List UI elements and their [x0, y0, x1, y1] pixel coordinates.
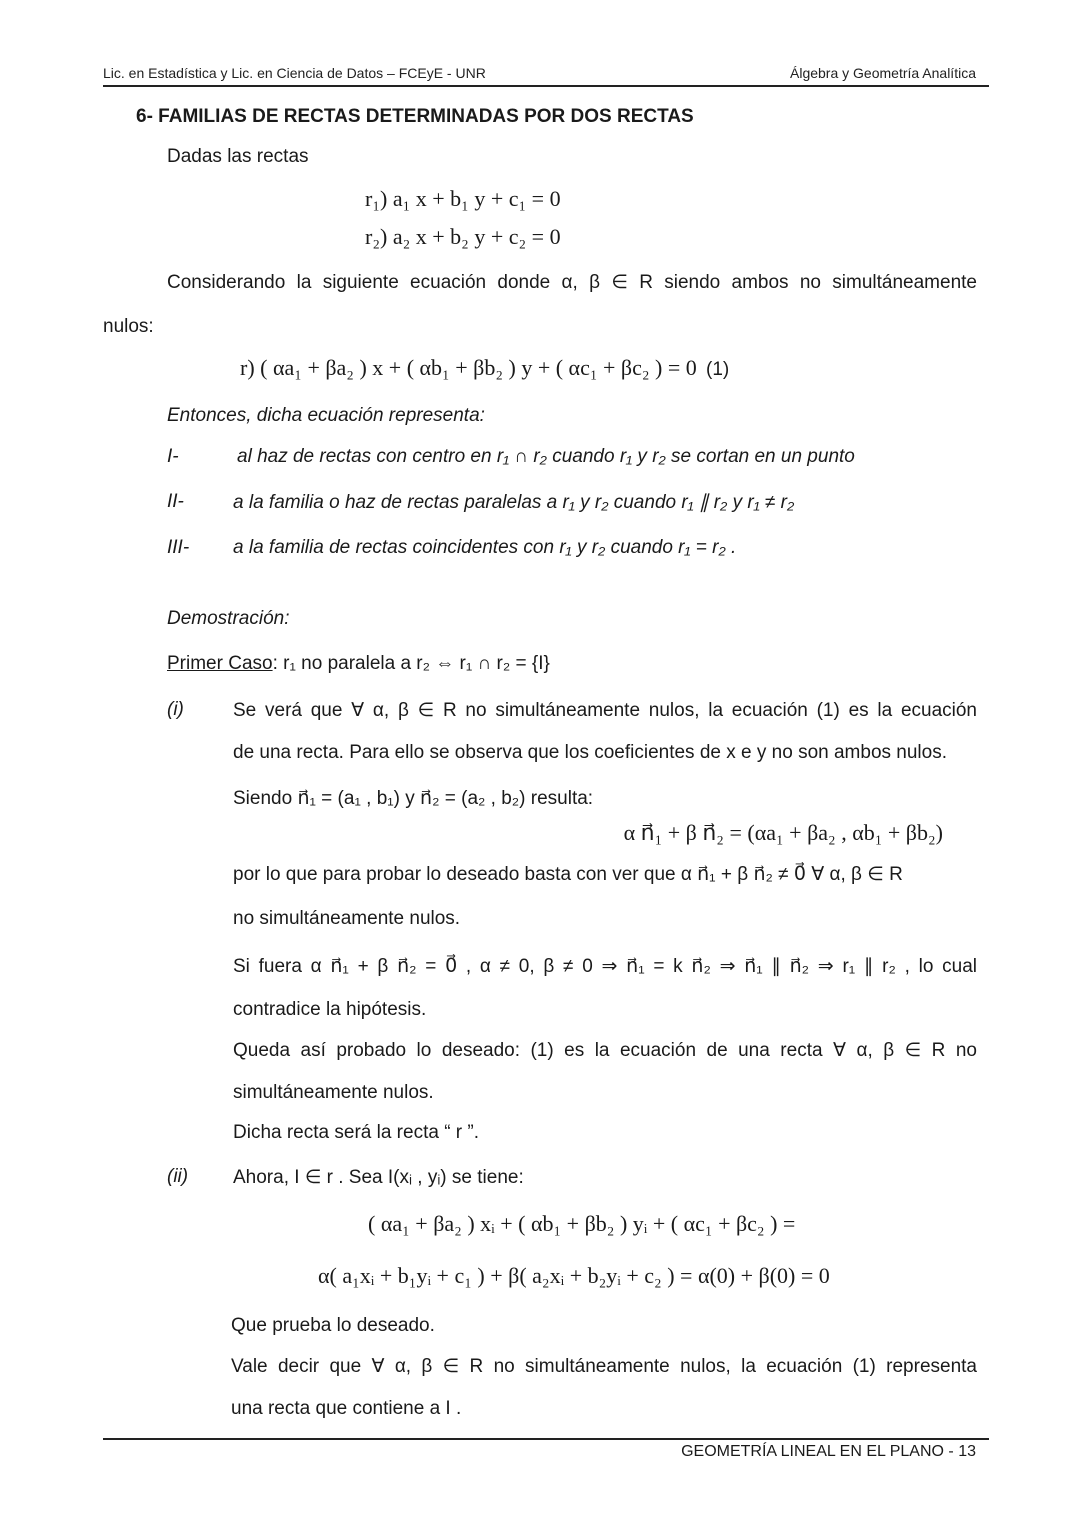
case-text: a la familia de rectas coincidentes con r₁ y r₂ cuando r₁ = r₂ . [233, 537, 737, 558]
proof-text: Dicha recta será la recta “ r ”. [233, 1122, 480, 1143]
equation-tag: (1) [706, 359, 730, 380]
equation-r1: r₁) a₁ x + b₁ y + c₁ = 0 [365, 186, 561, 211]
proof-text: Queda así probado lo deseado: (1) es la ecuación de una recta ∀ α, β ∈ R no [233, 1040, 977, 1061]
proof-text: Que prueba lo deseado. [231, 1315, 435, 1336]
then-text: Entonces, dicha ecuación representa: [167, 405, 485, 426]
case-number: I- [167, 446, 179, 467]
item-label-i: (i) [167, 699, 184, 720]
equation-main: r) ( αa₁ + βa₂ ) x + ( αb₁ + βb₂ ) y + ( αc₁ + βc₂ ) = 0 [240, 355, 697, 380]
consider-text: Considerando la siguiente ecuación donde α, β ∈ R siendo ambos no simultáneamente [167, 272, 977, 293]
proof-text: Siendo n⃗₁ = (a₁ , b₁) y n⃗₂ = (a₂ , b₂) resulta: [233, 788, 594, 809]
proof-text: una recta que contiene a I . [231, 1398, 462, 1419]
footer-rule [103, 1438, 989, 1440]
proof-text: contradice la hipótesis. [233, 999, 427, 1020]
case-number: III- [167, 537, 190, 558]
proof-text: Vale decir que ∀ α, β ∈ R no simultáneamente nulos, la ecuación (1) representa [231, 1356, 977, 1377]
proof-heading: Demostración: [167, 608, 290, 629]
section-title: 6- FAMILIAS DE RECTAS DETERMINADAS POR DOS RECTAS [136, 106, 694, 127]
proof-text: de una recta. Para ello se observa que los coeficientes de x e y no son ambos nulos. [233, 742, 947, 763]
intro-text: Dadas las rectas [167, 146, 309, 167]
first-case-label: Primer Caso [167, 653, 273, 674]
header-left: Lic. en Estadística y Lic. en Ciencia de Datos – FCEyE - UNR [103, 65, 486, 81]
first-case-rest: : r₁ no paralela a r₂ ⇔ r₁ ∩ r₂ = {I} [272, 653, 550, 674]
equation-r2: r₂) a₂ x + b₂ y + c₂ = 0 [365, 224, 561, 249]
substitution-equation: ( αa₁ + βa₂ ) xᵢ + ( αb₁ + βb₂ ) yᵢ + ( αc₁ + βc₂ ) = [368, 1211, 796, 1236]
header-rule [103, 85, 989, 87]
proof-text: por lo que para probar lo deseado basta con ver que α n⃗₁ + β n⃗₂ ≠ 0⃗ ∀ α, β ∈ R [233, 864, 903, 885]
case-number: II- [167, 491, 184, 512]
footer-page-label: GEOMETRÍA LINEAL EN EL PLANO - 13 [681, 1443, 976, 1460]
proof-text: no simultáneamente nulos. [233, 908, 461, 929]
first-case-line [167, 653, 550, 675]
normal-sum-equation: α n⃗₁ + β n⃗₂ = (αa₁ + βa₂ , αb₁ + βb₂) [623, 820, 943, 845]
substitution-equation-cont: α( a₁xᵢ + b₁yᵢ + c₁ ) + β( a₂xᵢ + b₂yᵢ + c₂ ) = α(0) + β(0) = 0 [318, 1263, 830, 1288]
item-label-ii: (ii) [167, 1166, 189, 1187]
proof-text: Ahora, I ∈ r . Sea I(xᵢ , yᵢ) se tiene: [233, 1167, 524, 1188]
case-text: al haz de rectas con centro en r₁ ∩ r₂ cuando r₁ y r₂ se cortan en un punto [237, 446, 855, 467]
header-right: Álgebra y Geometría Analítica [790, 65, 976, 81]
proof-text: Se verá que ∀ α, β ∈ R no simultáneamente nulos, la ecuación (1) es la ecuación [233, 700, 977, 721]
proof-text: Si fuera α n⃗₁ + β n⃗₂ = 0⃗ , α ≠ 0, β ≠ 0 ⇒ n⃗₁ = k n⃗₂ ⇒ n⃗₁ ∥ n⃗₂ ⇒ r₁ ∥ r₂ , lo cual [233, 956, 977, 977]
consider-text-cont: nulos: [103, 316, 154, 337]
proof-text: simultáneamente nulos. [233, 1082, 434, 1103]
case-text: a la familia o haz de rectas paralelas a r₁ y r₂ cuando r₁ ∥ r₂ y r₁ ≠ r₂ [233, 492, 795, 513]
